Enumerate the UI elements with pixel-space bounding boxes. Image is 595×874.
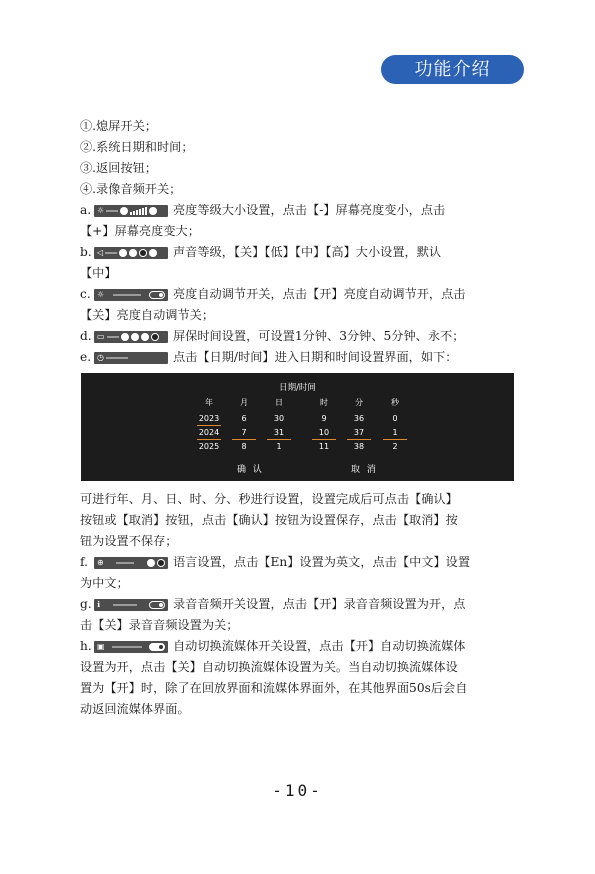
globe-icon: ⊕ bbox=[97, 557, 104, 567]
day-column[interactable] bbox=[264, 397, 294, 457]
minute-column[interactable] bbox=[344, 397, 374, 457]
level-mid-icon bbox=[139, 249, 147, 257]
after-panel-text-1: 可进行年、月、日、时、分、秒进行设置，设置完成后可点击【确认】 bbox=[80, 492, 458, 506]
minute-prev: 36 bbox=[353, 414, 365, 423]
level-bars-icon bbox=[130, 207, 147, 215]
year-selection-line bbox=[197, 425, 221, 426]
option-1-icon bbox=[121, 333, 129, 341]
item-h-text-1: 自动切换流媒体开关设置，点击【开】自动切换流媒体 bbox=[173, 639, 466, 653]
day-selection-line bbox=[267, 439, 291, 440]
item-h-label: h. bbox=[80, 639, 92, 653]
item-a-label: a. bbox=[80, 203, 92, 217]
label-placeholder bbox=[113, 294, 141, 296]
year-header: 年 bbox=[205, 398, 213, 407]
option-3-icon bbox=[131, 333, 139, 341]
label-placeholder bbox=[106, 357, 128, 359]
item-a bbox=[80, 200, 500, 221]
label-placeholder bbox=[105, 252, 117, 254]
item-1-text: ①.熄屏开关； bbox=[80, 119, 157, 133]
hour-selection-line bbox=[312, 439, 336, 440]
item-d bbox=[80, 326, 500, 347]
item-d-text-1: 屏保时间设置，可设置1分钟、3分钟、5分钟、永不； bbox=[173, 329, 465, 343]
item-3 bbox=[80, 158, 500, 179]
minute-selected: 37 bbox=[353, 428, 365, 437]
item-c bbox=[80, 284, 500, 305]
after-panel-line-3 bbox=[80, 531, 500, 552]
day-next: 1 bbox=[276, 442, 282, 451]
item-c-cont bbox=[80, 305, 500, 326]
section-title-badge: 功能介绍 bbox=[381, 55, 524, 84]
microphone-icon: ℹ bbox=[97, 599, 101, 609]
datetime-entry-icon bbox=[94, 352, 168, 364]
minute-selection-line bbox=[347, 439, 371, 440]
minute-header: 分 bbox=[355, 398, 363, 407]
month-selected: 7 bbox=[241, 428, 247, 437]
lang-en-icon bbox=[147, 559, 155, 567]
hour-column[interactable] bbox=[309, 397, 339, 457]
level-high-icon bbox=[149, 249, 157, 257]
item-f-label: f. bbox=[80, 555, 88, 569]
item-h-cont-3 bbox=[80, 699, 500, 720]
item-h-cont-2 bbox=[80, 678, 500, 699]
month-prev: 6 bbox=[241, 414, 247, 423]
after-panel-text-2: 按钮或【取消】按钮，点击【确认】按钮为设置保存，点击【取消】按 bbox=[80, 513, 458, 527]
month-next: 8 bbox=[241, 442, 247, 451]
volume-level-control-icon bbox=[94, 247, 168, 259]
second-header: 秒 bbox=[391, 398, 399, 407]
second-next: 2 bbox=[392, 442, 398, 451]
item-d-label: d. bbox=[80, 329, 92, 343]
cancel-button[interactable]: 取 消 bbox=[351, 465, 378, 475]
item-h-text-3: 置为【开】时，除了在回放界面和流媒体界面外，在其他界面50s后会自 bbox=[80, 681, 468, 695]
second-prev: 0 bbox=[392, 414, 398, 423]
year-next: 2025 bbox=[198, 442, 220, 451]
item-4 bbox=[80, 179, 500, 200]
page-number: -10- bbox=[272, 781, 323, 800]
screensaver-time-control-icon bbox=[94, 331, 168, 343]
item-c-text-2: 【关】亮度自动调节关； bbox=[80, 308, 215, 322]
month-column[interactable] bbox=[229, 397, 259, 457]
hour-prev: 9 bbox=[321, 414, 327, 423]
second-column[interactable] bbox=[380, 397, 410, 457]
toggle-switch-icon bbox=[149, 643, 165, 651]
year-prev: 2023 bbox=[198, 414, 220, 423]
item-b bbox=[80, 242, 500, 263]
item-h bbox=[80, 636, 500, 657]
item-h-text-2: 设置为开，点击【关】自动切换流媒体设置为关。当自动切换流媒体设 bbox=[80, 660, 458, 674]
item-g-text-2: 击【关】录音音频设置为关； bbox=[80, 618, 239, 632]
month-header: 月 bbox=[240, 398, 248, 407]
item-c-text-1: 亮度自动调节开关，点击【开】亮度自动调节开，点击 bbox=[173, 287, 466, 301]
second-selected: 1 bbox=[392, 428, 398, 437]
minute-next: 38 bbox=[353, 442, 365, 451]
toggle-switch-icon bbox=[149, 291, 165, 299]
label-placeholder bbox=[113, 604, 137, 606]
after-panel-text-3: 钮为设置不保存； bbox=[80, 534, 178, 548]
function-description bbox=[80, 116, 500, 368]
item-b-cont bbox=[80, 263, 500, 284]
lang-zh-icon bbox=[157, 559, 165, 567]
item-1 bbox=[80, 116, 500, 137]
year-selected: 2024 bbox=[198, 428, 220, 437]
item-b-text-2: 【中】 bbox=[80, 266, 117, 280]
day-prev: 30 bbox=[273, 414, 285, 423]
item-e bbox=[80, 347, 500, 368]
hour-header: 时 bbox=[320, 398, 328, 407]
item-a-text-1: 亮度等级大小设置，点击【-】屏幕亮度变小，点击 bbox=[173, 203, 446, 217]
item-g bbox=[80, 594, 500, 615]
sun-icon: ☼ bbox=[97, 205, 105, 215]
hour-next: 11 bbox=[318, 442, 330, 451]
hour-selected: 10 bbox=[318, 428, 330, 437]
day-header: 日 bbox=[275, 398, 283, 407]
after-panel-line-1 bbox=[80, 489, 500, 510]
item-f bbox=[80, 552, 500, 573]
function-description-continued bbox=[80, 489, 500, 720]
label-placeholder bbox=[106, 210, 118, 212]
item-h-text-4: 动返回流媒体界面。 bbox=[80, 702, 190, 716]
year-column[interactable] bbox=[194, 397, 224, 457]
day-selected: 31 bbox=[273, 428, 285, 437]
audio-record-toggle-icon bbox=[94, 599, 168, 611]
label-placeholder bbox=[116, 562, 134, 564]
language-control-icon bbox=[94, 557, 168, 569]
clock-icon: ◷ bbox=[97, 352, 104, 362]
brightness-level-control-icon bbox=[94, 205, 168, 217]
level-low-icon bbox=[129, 249, 137, 257]
speaker-icon: ◁ bbox=[97, 247, 104, 257]
year-selection-line-bottom bbox=[197, 439, 221, 440]
item-a-text-2: 【+】屏幕亮度变大； bbox=[80, 224, 200, 238]
second-selection-line bbox=[383, 439, 407, 440]
item-b-label: b. bbox=[80, 245, 92, 259]
item-h-cont-1 bbox=[80, 657, 500, 678]
plus-icon bbox=[149, 207, 157, 215]
toggle-switch-icon bbox=[149, 601, 165, 609]
auto-brightness-toggle-icon bbox=[94, 289, 168, 301]
label-placeholder bbox=[112, 646, 142, 648]
option-never-icon bbox=[151, 333, 159, 341]
sun-auto-icon: ☼ bbox=[97, 289, 105, 299]
item-g-text-1: 录音音频开关设置，点击【开】录音音频设置为开，点 bbox=[173, 597, 466, 611]
item-3-text: ③.返回按钮； bbox=[80, 161, 157, 175]
language-options-icon bbox=[147, 559, 165, 567]
item-b-text-1: 声音等级，【关】【低】【中】【高】大小设置，默认 bbox=[173, 245, 442, 259]
item-2-text: ②.系统日期和时间； bbox=[80, 140, 194, 154]
item-f-cont bbox=[80, 573, 500, 594]
datetime-settings-panel bbox=[81, 373, 514, 481]
item-2 bbox=[80, 137, 500, 158]
label-placeholder bbox=[107, 336, 119, 338]
item-a-cont bbox=[80, 221, 500, 242]
item-f-text-1: 语言设置，点击【En】设置为英文，点击【中文】设置 bbox=[173, 555, 471, 569]
confirm-button[interactable]: 确 认 bbox=[237, 465, 264, 475]
datetime-panel-title: 日期/时间 bbox=[279, 383, 316, 393]
item-e-label: e. bbox=[80, 350, 92, 364]
item-4-text: ④.录像音频开关； bbox=[80, 182, 182, 196]
month-selection-line bbox=[232, 439, 256, 440]
level-off-icon bbox=[119, 249, 127, 257]
screen-icon: ▭ bbox=[97, 331, 105, 341]
item-c-label: c. bbox=[80, 287, 91, 301]
minus-icon bbox=[120, 207, 128, 215]
item-f-text-2: 为中文； bbox=[80, 576, 129, 590]
stream-auto-switch-toggle-icon bbox=[94, 641, 168, 653]
option-5-icon bbox=[141, 333, 149, 341]
after-panel-line-2 bbox=[80, 510, 500, 531]
item-e-text-1: 点击【日期/时间】进入日期和时间设置界面，如下： bbox=[173, 350, 458, 364]
item-g-label: g. bbox=[80, 597, 92, 611]
item-g-cont bbox=[80, 615, 500, 636]
stream-icon: ▣ bbox=[97, 641, 105, 651]
